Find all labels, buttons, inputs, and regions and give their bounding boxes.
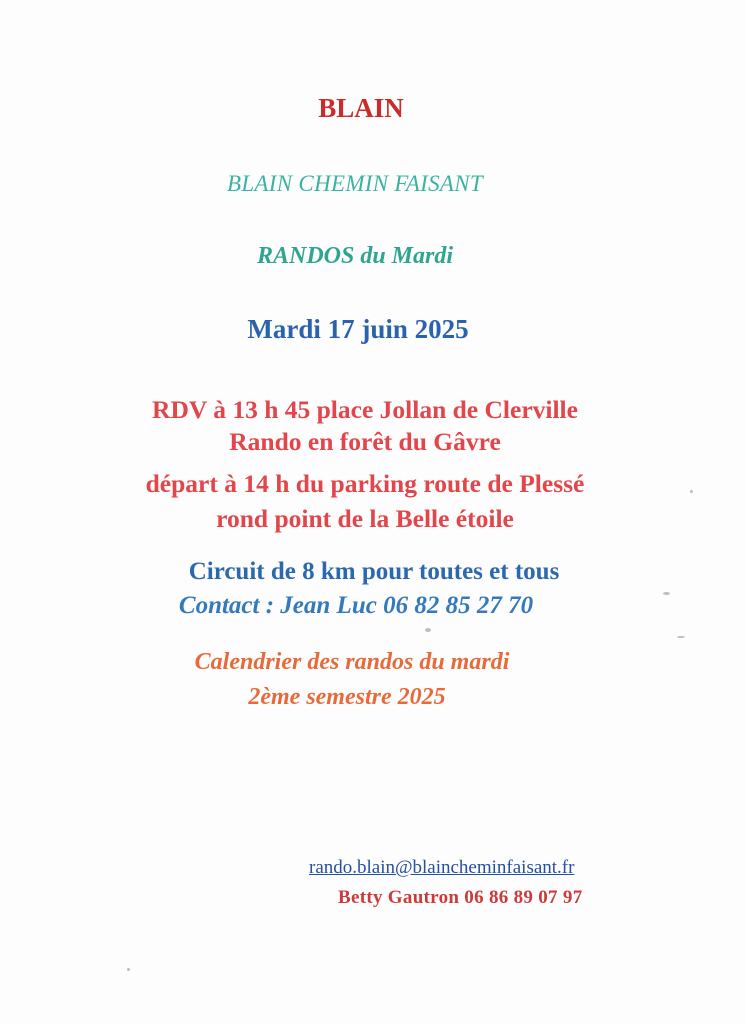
scan-speck	[677, 636, 685, 638]
scan-speck	[663, 592, 670, 595]
departure-info: départ à 14 h du parking route de Plessé	[145, 469, 585, 498]
calendar-title: Calendrier des randos du mardi	[194, 649, 510, 675]
association-name: BLAIN CHEMIN FAISANT	[226, 171, 484, 196]
contact-info: Contact : Jean Luc 06 82 85 27 70	[178, 592, 534, 619]
email-link[interactable]: rando.blain@blaincheminfaisant.fr	[309, 857, 575, 878]
circuit-info: Circuit de 8 km pour toutes et tous	[188, 558, 560, 585]
event-date: Mardi 17 juin 2025	[247, 314, 469, 344]
departure-landmark: rond point de la Belle étoile	[216, 504, 514, 533]
scan-speck	[127, 968, 130, 971]
scan-speck	[425, 628, 431, 632]
scan-speck	[690, 490, 693, 493]
footer-contact: Betty Gautron 06 86 89 07 97	[338, 887, 583, 908]
series-name: RANDOS du Mardi	[256, 243, 454, 269]
calendar-period: 2ème semestre 2025	[248, 684, 446, 710]
hike-location: Rando en forêt du Gâvre	[229, 427, 501, 456]
city-title: BLAIN	[318, 93, 404, 123]
meeting-point: RDV à 13 h 45 place Jollan de Clerville	[152, 395, 578, 424]
